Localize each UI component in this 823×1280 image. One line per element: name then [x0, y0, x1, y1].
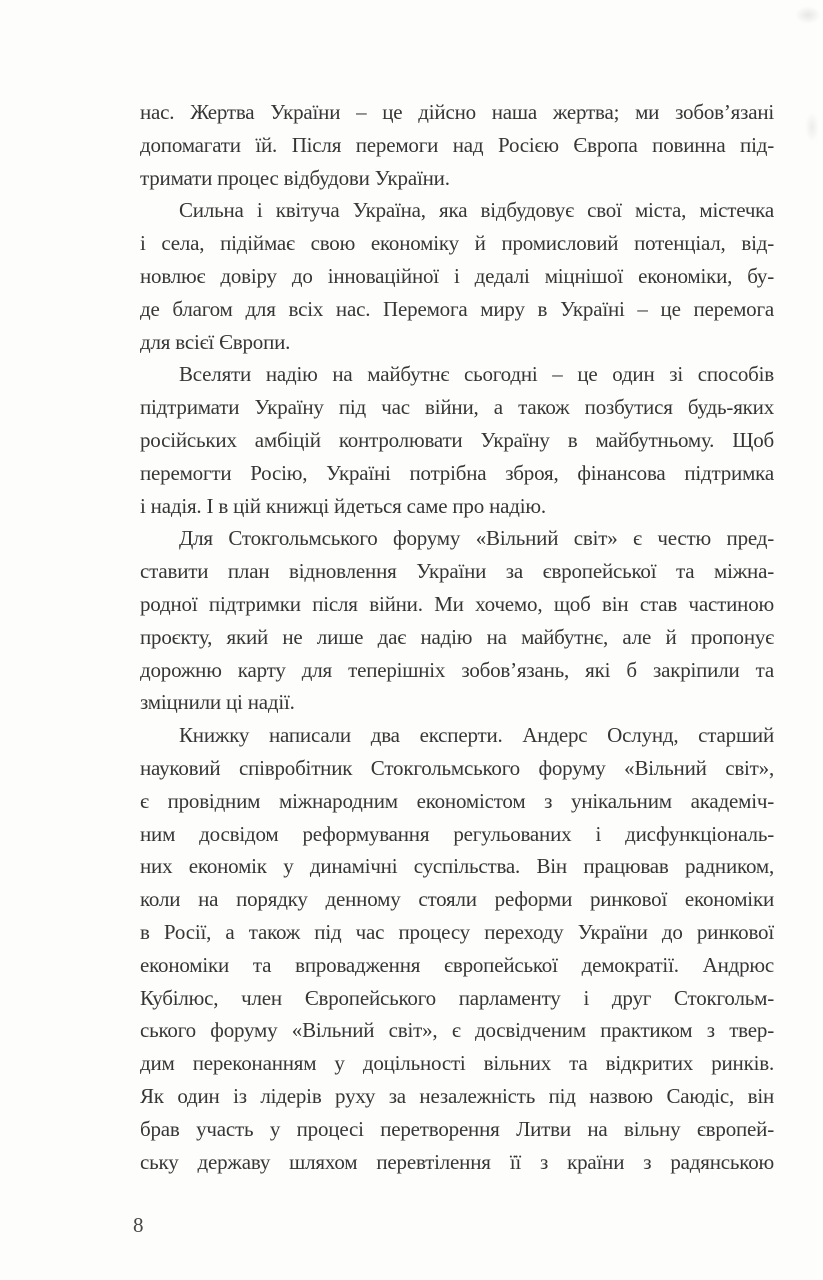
- text-line: підтримати Україну під час війни, а також позбутися будь-яких: [140, 395, 774, 420]
- text-line: для всієї Європи.: [140, 329, 291, 354]
- text-line: в Росії, а також під час процесу переходу України до ринкової: [140, 919, 774, 944]
- text-line: ську державу шляхом перевтілення її з країни з радянською: [140, 1149, 774, 1174]
- text-line: дорожню карту для теперішніх зобов’язань, які б закріпили та: [140, 657, 774, 682]
- text-line: Для Стокгольмського форуму «Вільний світ» є честю пред-: [179, 526, 774, 551]
- text-line: де благом для всіх нас. Перемога миру в Україні – це перемога: [140, 296, 774, 321]
- text-line: нас. Жертва України – це дійсно наша жертва; ми зобов’язані: [140, 100, 774, 124]
- text-line: брав участь у процесі перетворення Литви на вільну європей-: [140, 1116, 774, 1141]
- text-line: дим переконанням у доцільності вільних та відкритих ринків.: [140, 1051, 774, 1076]
- paragraph: [140, 358, 774, 522]
- text-line: і села, підіймає свою економіку й промисловий потенціал, від-: [140, 231, 774, 256]
- paragraph: [140, 522, 774, 719]
- text-line: і надія. І в цій книжці йдеться саме про надію.: [140, 493, 546, 518]
- text-line: російських амбіцій контролювати Україну в майбутньому. Щоб: [140, 427, 774, 452]
- paragraph: [140, 719, 774, 1178]
- text-line: проєкту, який не лише дає надію на майбутнє, але й пропонує: [140, 624, 774, 649]
- text-line: тримати процес відбудови України.: [140, 165, 450, 190]
- text-line: них економік у динамічні суспільства. Він працював радником,: [140, 854, 774, 879]
- text-line: родної підтримки після війни. Ми хочемо, щоб він став частиною: [140, 591, 774, 616]
- scan-artifact: [805, 112, 819, 142]
- text-line: Як один із лідерів руху за незалежність під назвою Саюдіс, він: [140, 1083, 774, 1108]
- text-line: коли на порядку денному стояли реформи ринкової економіки: [140, 887, 774, 912]
- text-line: Вселяти надію на майбутнє сьогодні – це один зі способів: [179, 362, 774, 387]
- text-line: допомагати їй. Після перемоги над Росією Європа повинна під-: [140, 132, 774, 157]
- paragraph: [140, 194, 774, 358]
- page-number: 8: [133, 1213, 144, 1237]
- text-line: ставити план відновлення України за європейської та міжна-: [140, 559, 774, 584]
- text-line: є провідним міжнародним економістом з унікальним академіч-: [140, 788, 774, 813]
- text-line: новлює довіру до інноваційної і дедалі міцнішої економіки, бу-: [140, 263, 774, 288]
- text-line: науковий співробітник Стокгольмського форуму «Вільний світ»,: [140, 755, 774, 780]
- text-line: ним досвідом реформування регульованих і дисфункціональ-: [140, 821, 774, 846]
- text-line: економіки та впровадження європейської демократії. Андрюс: [140, 952, 774, 977]
- text-line: зміцнили ці надії.: [140, 690, 295, 715]
- paragraph: [140, 96, 774, 194]
- text-line: Книжку написали два експерти. Андерс Ослунд, старший: [179, 723, 774, 748]
- text-line: Кубілюс, член Європейського парламенту і друг Стокгольм-: [140, 985, 774, 1010]
- text-line: перемогти Росію, Україні потрібна зброя, фінансова підтримка: [140, 460, 774, 485]
- text-block: [140, 96, 774, 1178]
- text-line: Сильна і квітуча Україна, яка відбудовує свої міста, містечка: [179, 198, 774, 223]
- scan-artifact: [795, 6, 821, 24]
- text-line: ського форуму «Вільний світ», є досвідченим практиком з твер-: [140, 1018, 774, 1043]
